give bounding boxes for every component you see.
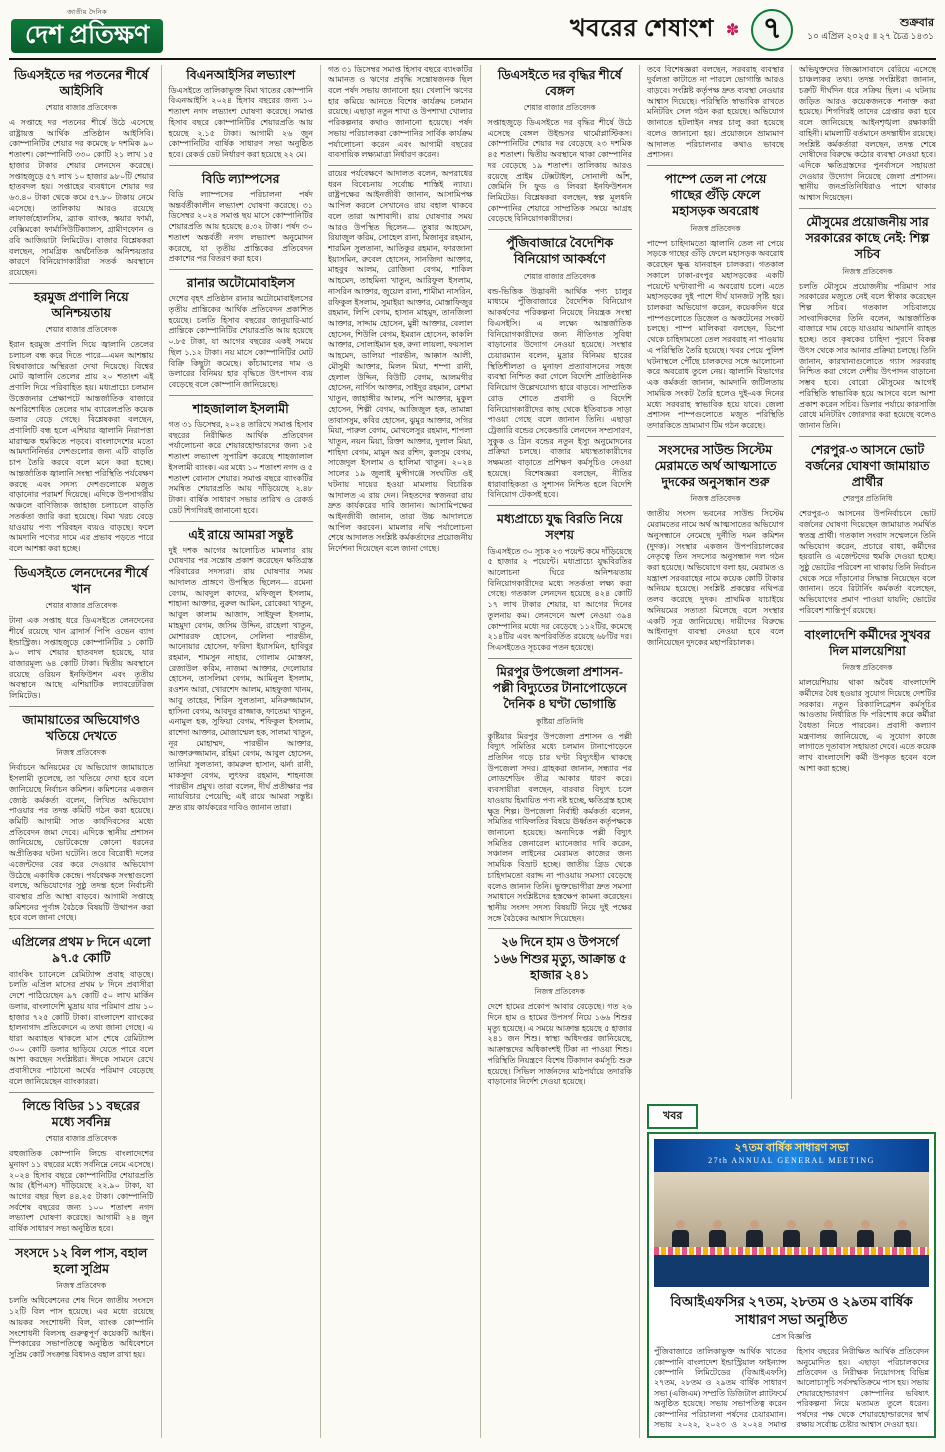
- article-byline: কুষ্টিয়া প্রতিনিধি: [536, 716, 584, 726]
- article-headline: মৌসুমের প্রয়োজনীয় সার সরকারের কাছে নেই: শিল্প সচিব: [805, 214, 930, 262]
- weekday-label: শুক্রবার: [899, 17, 934, 30]
- article-body: দেশের বৃহৎ প্রতিষ্ঠান রানার অটোমোবাইলসের তৃতীয় প্রান্তিকের আর্থিক প্রতিবেদন প্রকাশিত হয়েছে। চলতি হিসাব বছরের জানুয়ারি-মার্চ প্রান্তিকে কোম্পানিটির শেয়ারপ্রতি আয় হয়েছে ০.৮৫ টাকা, যা আগের বছরের একই সময়ে ছিল ১.১২ টাকা। নয় মাসে কোম্পানিটির মোট বিক্রি কিছুটা কমেছে। কাঁচামালের দাম ও ডলারের বিনিময় হার বৃদ্ধিতে উৎপাদন ব্যয় বেড়েছে বলে কোম্পানি জানিয়েছে।: [168, 294, 313, 390]
- article: [9, 928, 154, 1087]
- article-byline: শেয়ার বাজার প্রতিবেদক: [45, 325, 118, 335]
- article-body: তবে বিশেষজ্ঞরা বলছেন, সরবরাহ ব্যবস্থার দুর্বলতা কাটাতে না পারলে ভোগান্তি আরও বাড়বে। সংশ্লিষ্ট কর্তৃপক্ষ দ্রুত ব্যবস্থা নেওয়ার আশ্বাস দিয়েছে। পরিস্থিতি স্বাভাবিক রাখতে মনিটরিং সেল গঠন করা হয়েছে। অভিযোগ জানাতে হটলাইন নম্বর চালু করা হয়েছে বলেও জানানো হয়। প্রয়োজনে ভ্রাম্যমাণ আদালত পরিচালনার কথাও ভাবছে প্রশাসন।: [647, 64, 784, 160]
- article-headline: রানার অটোমোবাইলস: [186, 276, 295, 291]
- article-headline: বিএনআইসির লভ্যাংশ: [186, 67, 296, 82]
- article: [169, 395, 314, 517]
- article-body: শেরপুর-৩ আসনের উপনির্বাচনে ভোট বর্জনের ঘোষণা দিয়েছেন জামায়াত সমর্থিত স্বতন্ত্র প্রার্থী। গতকাল সংবাদ সম্মেলনে তিনি অভিযোগ করেন, প্রচারে বাধা, কর্মীদের হয়রানি ও এজেন্টদের হুমকি দেওয়া হচ্ছে। সুষ্ঠু ভোটের পরিবেশ না থাকায় তিনি নির্বাচন থেকে সরে দাঁড়ানোর সিদ্ধান্ত নিয়েছেন বলে জানান। তবে রিটার্নিং কর্মকর্তা বলেছেন, অভিযোগের প্রমাণ পাওয়া যায়নি; ভোটের পরিবেশ শান্তিপূর্ণ রয়েছে।: [799, 509, 936, 615]
- article-body: ব্যাংকিং চ্যানেলে রেমিট্যান্স প্রবাহ বাড়ছে। চলতি এপ্রিল মাসের প্রথম ৮ দিনে প্রবাসীরা দেশে পাঠিয়েছেন ৯৭ কোটি ৫০ লাখ মার্কিন ডলার, বাংলাদেশি মুদ্রায় যার পরিমাণ প্রায় ১০ হাজার ৭২৫ কোটি টাকা। বাংলাদেশ ব্যাংকের হালনাগাদ প্রতিবেদনে এ তথ্য জানা গেছে। এ ধারা অব্যাহত থাকলে মাস শেষে রেমিট্যান্স ৩০০ কোটি ডলার ছাড়িয়ে যেতে পারে বলে আশা করছেন সংশ্লিষ্টরা। ঈদকে সামনে রেখে প্রবাসীদের পাঠানো অর্থের পরিমাণ বেড়েছে বলে জানিয়েছেন ব্যাংকাররা।: [9, 969, 154, 1086]
- article-body: চলতি অধিবেশনের শেষ দিনে জাতীয় সংসদে ১২টি বিল পাস হয়েছে। এর মধ্যে রয়েছে আয়কর সংশোধনী বিল, ব্যাংক কোম্পানি সংশোধনী বিলসহ গুরুত্বপূর্ণ কয়েকটি আইন। স্পিকারের সভাপতিত্বে অনুষ্ঠিত অধিবেশনে সুপ্রিম কোর্ট সংক্রান্ত বিধানও বহাল রাখা হয়।: [9, 1296, 154, 1359]
- agm-photo-banner: [654, 1139, 929, 1172]
- section-title: খবরের শেষাংশ: [570, 15, 714, 42]
- article-body: মালয়েশিয়ায় থাকা অবৈধ বাংলাদেশি কর্মীদের বৈধ হওয়ার সুযোগ দিয়েছে দেশটির সরকার। নতুন রিক্যালিব্রেশন কর্মসূচির আওতায় নির্ধারিত ফি পরিশোধ করে কর্মীরা বৈধতা নিতে পারবেন। প্রবাসী কল্যাণ মন্ত্রণালয় জানিয়েছে, এ সুযোগ কাজে লাগাতে দূতাবাস সহায়তা দেবে। এতে কয়েক লাখ বাংলাদেশি কর্মী উপকৃত হবেন বলে আশা করা হচ্ছে।: [799, 678, 936, 773]
- article: [9, 706, 154, 924]
- column-6: [791, 65, 936, 1099]
- article-headline: জামায়াতের অভিযোগও খতিয়ে দেখতে: [22, 712, 141, 744]
- agm-news-box: [647, 1132, 936, 1438]
- article-body: সপ্তাহজুড়ে ডিএসইতে দর বৃদ্ধির শীর্ষে উঠে এসেছে বেঙ্গল উইন্ডসর থার্মোপ্লাস্টিকস। কোম্পানিটির শেয়ার দর বেড়েছে ২৩ দশমিক ৪৫ শতাংশ। দ্বিতীয় অবস্থানে থাকা কোম্পানির দর বেড়েছে ১৯ শতাংশ। তালিকায় আরও রয়েছে প্রাইম টেক্সটাইল, সোনালী আঁশ, জেমিনি সি ফুড ও লিবরা ইনফিউশনস লিমিটেড। বিশ্লেষকরা বলছেন, স্বল্প মূলধনি কোম্পানির শেয়ারে সাম্প্রতিক সময়ে আগ্রহ বেড়েছে বিনিয়োগকারীদের।: [487, 118, 632, 224]
- person-figure: [783, 1220, 800, 1247]
- article-body: বন্ড-ভিত্তিক উদ্ভাবনী আর্থিক পণ্য চালুর মাধ্যমে পুঁজিবাজারে বৈদেশিক বিনিয়োগ আকর্ষণের পরিকল্পনা নিয়েছে নিয়ন্ত্রক সংস্থা বিএসইসি। এ লক্ষ্যে আন্তর্জাতিক বিনিয়োগকারীদের জন্য নীতিগত সুবিধা বাড়ানোর উদ্যোগ নেওয়া হয়েছে। সংস্থার চেয়ারম্যান বলেন, মুদ্রার বিনিময় হারের স্থিতিশীলতা ও মুনাফা প্রত্যাবাসনের সহজ ব্যবস্থা নিশ্চিত করা গেলে বিদেশি প্রাতিষ্ঠানিক বিনিয়োগ উল্লেখযোগ্য হারে বাড়বে। সাম্প্রতিক রোড শোতে প্রবাসী ও বিদেশি বিনিয়োগকারীদের কাছ থেকে ইতিবাচক সাড়া পাওয়া গেছে বলে জানান তিনি। এছাড়া ট্রেজারি বন্ডের সেকেন্ডারি লেনদেন সম্প্রসারণ, সুকুক ও গ্রিন বন্ডের নতুন ইস্যু অনুমোদনের প্রক্রিয়া চলছে। বাজার মধ্যস্থতাকারীদের সক্ষমতা বাড়াতে প্রশিক্ষণ কর্মসূচিও নেওয়া হয়েছে। বিশেষজ্ঞরা বলছেন, নীতির ধারাবাহিকতা ও সুশাসন নিশ্চিত হলে বিদেশি বিনিয়োগ টেকসই হবে।: [487, 286, 632, 500]
- article-headline: হরমুজ প্রণালি নিয়ে অনিশ্চয়তায়: [33, 289, 129, 321]
- article-headline: বাংলাদেশি কর্মীদের সুখবর দিল মালয়েশিয়া: [804, 627, 931, 658]
- article-byline: শেয়ার বাজার প্রতিবেদক: [45, 601, 118, 611]
- article-body: রায়ের পর্যবেক্ষণে আদালত বলেন, অপরাধের ধরন বিবেচনায় সর্বোচ্চ শাস্তিই ন্যায্য। রাষ্ট্রপক্ষের আইনজীবী জানান, আসামিপক্ষ আপিল করলে সেখানেও রায় বহাল থাকবে বলে তারা আশাবাদী। রায় ঘোষণার সময় আরও উপস্থিত ছিলেন— তুষার আহমেদ, রিয়াজুল করিম, সোহেল রানা, মিজানুর রহমান, শারমিন সুলতানা, আতিকুর রহমান, ফারজানা ইয়াসমিন, রুবেল হোসেন, সানজিদা আক্তার, মাহবুব আলম, রোজিনা বেগম, শাকিল আহমেদ, তাহমিনা খাতুন, আরিফুল ইসলাম, নাসরিন আক্তার, জুয়েল রানা, শামীমা নাসরিন, রফিকুল ইসলাম, সুমাইয়া আক্তার, মোস্তাফিজুর রহমান, লিপি বেগম, হাসান মাহমুদ, তানজিলা আক্তার, সাদ্দাম হোসেন, মুন্নী আক্তার, বেলাল হোসেন, শিউলি বেগম, ইমরান হোসেন, কাকলি আক্তার, সোলাইমান হক, রুনা লায়লা, ফয়সাল আহমেদ, ডালিয়া পারভীন, আক্কাস আলী, মৌসুমী আক্তার, মিলন মিয়া, শম্পা রানী, হেলাল উদ্দিন, বিউটি বেগম, আলমগীর হোসেন, নার্গিস আক্তার, সাইদুর রহমান, রেশমা খাতুন, জাহাঙ্গীর আলম, পপি আক্তার, মুকুল হোসেন, শিল্পী বেগম, আজিজুল হক, তামান্না তাবাসসুম, কবির হোসেন, ঝুমুর আক্তার, সগির মিয়া, পারুল বেগম, মোখলেসুর রহমান, শাপলা খাতুন, নয়ন মিয়া, রিক্তা আক্তার, দুলাল মিয়া, শাহিদা বেগম, মামুন অর রশিদ, কুলসুম বেগম, সাজেদুল ইসলাম ও হালিমা খাতুন। ২০২৪ সালের ১৯ জুলাই মুন্সীগঞ্জে সংঘটিত ওই ঘটনায় দায়ের হওয়া মামলায় বিচারিক আদালত এ রায় দেন। নিহতদের স্বজনরা রায় দ্রুত কার্যকরের দাবি জানান। আসামিপক্ষের আইনজীবী জানান, তারা উচ্চ আদালতে আপিল করবেন। মামলার নথি পর্যালোচনা শেষে আদালত সংশ্লিষ্ট কর্মকর্তাদের প্রয়োজনীয় নির্দেশনা দিয়েছেন বলে জানা গেছে।: [328, 168, 473, 554]
- article-headline: এপ্রিলের প্রথম ৮ দিনে এলো ৯৭.৫ কোটি: [11, 935, 151, 966]
- article-headline: মিরপুর উপজেলা প্রশাসন-পল্লী বিদ্যুতের টানাপোড়েনে দৈনিক ৪ ঘণ্টা ভোগান্তি: [492, 664, 627, 712]
- article: [488, 928, 633, 1088]
- article: [169, 165, 314, 265]
- article: [799, 208, 936, 432]
- agm-headline: বিআইএফসির ২৭তম, ২৮তম ও ২৯তম বার্ষিক সাধারণ সভা অনুষ্ঠিত: [670, 1293, 913, 1327]
- columns-area: [9, 60, 936, 1438]
- article-headline: লিন্ডে বিডির ১১ বছরের মধ্যে সর্বনিম্ন: [22, 1098, 140, 1129]
- article: [647, 65, 784, 161]
- agm-byline: প্রেস বিজ্ঞপ্তি: [771, 1332, 812, 1342]
- article-body: পাম্পে চাহিদামতো জ্বালানি তেল না পেয়ে সড়কে গাছের গুঁড়ি ফেলে মহাসড়ক অবরোধ করেছেন ক্ষুব্ধ যানবাহন চালকরা। গতকাল সকালে ঢাকা-রংপুর মহাসড়কের একটি পয়েন্টে ঘণ্টাব্যাপী এ অবরোধ চলে। এতে মহাসড়কের দুই পাশে দীর্ঘ যানজট সৃষ্টি হয়। চালকরা অভিযোগ করেন, কয়েকদিন ধরে পাম্পগুলোতে ডিজেল ও অকটেনের সংকট চলছে। পাম্প মালিকরা বলছেন, ডিপো থেকে চাহিদামতো তেল সরবরাহ না পাওয়ায় এ পরিস্থিতি তৈরি হয়েছে। খবর পেয়ে পুলিশ ঘটনাস্থলে পৌঁছে চালকদের সঙ্গে আলোচনা করে অবরোধ তুলে নেয়। জ্বালানি বিভাগের এক কর্মকর্তা জানান, আমদানি জটিলতায় সাময়িক সংকট তৈরি হলেও দুই-এক দিনের মধ্যে সরবরাহ স্বাভাবিক হয়ে যাবে। জেলা প্রশাসন পাম্পগুলোতে মজুত পরিস্থিতি তদারকিতে ভ্রাম্যমাণ টিম গঠন করেছে।: [647, 238, 784, 430]
- article: [9, 1092, 154, 1235]
- article-body: চলতি মৌসুমে প্রয়োজনীয় পরিমাণ সার সরকারের মজুতে নেই বলে স্বীকার করেছেন শিল্প সচিব। গতকাল সচিবালয়ে সাংবাদিকদের তিনি বলেন, আন্তর্জাতিক বাজারে দাম বেড়ে যাওয়ায় আমদানি ব্যাহত হচ্ছে। তবে কৃষকের চাহিদা পূরণে বিকল্প উৎস থেকে সার আনার প্রক্রিয়া চলছে। তিনি জানান, কারখানাগুলোতে গ্যাস সরবরাহ নিশ্চিত করা গেলে দেশীয় উৎপাদন বাড়ানো সম্ভব হবে। বোরো মৌসুমের আগেই পরিস্থিতি স্বাভাবিক হয়ে আসবে বলে আশা প্রকাশ করেন সচিব। ডিলার পর্যায়ে কারসাজি রোধে মনিটরিং জোরদার করা হয়েছে বলেও জানান তিনি।: [799, 281, 936, 430]
- article: [9, 559, 154, 702]
- article-byline: শেয়ার বাজার প্রতিবেদক: [45, 103, 118, 112]
- article-headline: বিডি ল্যাম্পসের: [201, 171, 280, 186]
- article: [488, 658, 633, 925]
- article-body: কুষ্টিয়ার মিরপুর উপজেলা প্রশাসন ও পল্লী বিদ্যুৎ সমিতির মধ্যে চলমান টানাপোড়েনে প্রতিদিন গড়ে চার ঘণ্টা বিদ্যুৎহীন থাকছে উপজেলা সদর। গ্রাহকরা জানান, সন্ধ্যার পর লোডশেডিং তীব্র আকার ধারণ করে। ব্যবসায়ীরা বলছেন, বারবার বিদ্যুৎ চলে যাওয়ায় হিমায়িত পণ্য নষ্ট হচ্ছে, ক্ষতিগ্রস্ত হচ্ছে ক্ষুদ্র শিল্প। উপজেলা নির্বাহী কর্মকর্তা বলেন, সমিতির গাফিলতির বিষয়ে ঊর্ধ্বতন কর্তৃপক্ষকে জানানো হয়েছে। অন্যদিকে পল্লী বিদ্যুৎ সমিতির জেনারেল ম্যানেজার দাবি করেন, সঞ্চালন লাইনের মেরামত কাজের জন্য সাময়িক বিভ্রাট হচ্ছে। জাতীয় গ্রিড থেকে চাহিদামতো বরাদ্দ না পাওয়ায় সমস্যা বেড়েছে বলেও জানান তিনি। ভুক্তভোগীরা দ্রুত সমস্যা সমাধানে সংশ্লিষ্টদের হস্তক্ষেপ কামনা করেছেন। স্থানীয় সংসদ সদস্য বিষয়টি নিয়ে দুই পক্ষের সঙ্গে বৈঠকের আশ্বাস দিয়েছেন।: [487, 731, 632, 923]
- person-figure: [857, 1220, 874, 1247]
- article-headline: ২৬ দিনে হাম ও উপসর্গে ১৬৬ শিশুর মৃত্যু, আক্রান্ত ৫ হাজার ২৪১: [492, 935, 627, 982]
- page-header: [9, 5, 936, 60]
- article-body: ইরান হরমুজ প্রণালি দিয়ে জ্বালানি তেলের চলাচল বন্ধ করে দিতে পারে—এমন আশঙ্কায় বিশ্ববাজারে অস্থিরতা দেখা দিয়েছে। বিশ্বের মোট জ্বালানি তেলের প্রায় ২০ শতাংশ এই প্রণালি দিয়ে পরিবাহিত হয়। মধ্যপ্রাচ্যে চলমান উত্তেজনার প্রেক্ষাপটে আন্তর্জাতিক বাজারে অপরিশোধিত তেলের দাম ব্যারেলপ্রতি কয়েক ডলার বেড়ে গেছে। বিশ্লেষকরা বলছেন, প্রণালিটি বন্ধ হলে এশিয়ার জ্বালানি নিরাপত্তা মারাত্মক হুমকিতে পড়বে। বাংলাদেশের মতো আমদানিনির্ভর দেশগুলোর জন্য এটি বাড়তি চাপ তৈরি করবে বলে মনে করা হচ্ছে। আন্তর্জাতিক জ্বালানি সংস্থা পরিস্থিতি পর্যবেক্ষণ করছে এবং সদস্য দেশগুলোকে মজুত বাড়ানোর পরামর্শ দিয়েছে। এদিকে উপসাগরীয় অঞ্চলে বাণিজ্যিক জাহাজ চলাচলে বাড়তি সতর্কতা জারি করা হয়েছে। বিমা খরচ বেড়ে যাওয়ায় পণ্য পরিবহন ব্যয়ও বাড়ছে। ফলে আমদানি পণ্যের দামে এর প্রভাব পড়তে পারে বলে আশঙ্কা করা হচ্ছে।: [9, 340, 154, 553]
- article: [647, 436, 784, 649]
- article-headline: ডিএসইতে দর পতনের শীর্ষে আইসিবি: [14, 67, 149, 98]
- flower-garland: [654, 1247, 929, 1255]
- masthead: [11, 7, 163, 53]
- article-byline: নিজস্ব প্রতিবেদক: [690, 223, 741, 233]
- article-byline: শেয়ার বাজার প্রতিবেদক: [45, 1134, 118, 1144]
- article: [9, 67, 154, 279]
- news-box-label: খবর: [647, 1104, 698, 1129]
- article-body: টানা এক সপ্তাহ ধরে ডিএসইতে লেনদেনের শীর্ষে রয়েছে খান ব্রাদার্স পিপি ওভেন ব্যাগ ইন্ডাস্ট্রিজ। সপ্তাহজুড়ে কোম্পানিটির ১ কোটি ৯০ লাখ শেয়ার হাতবদল হয়েছে, যার বাজারমূল্য ৬৪ কোটি টাকা। দ্বিতীয় অবস্থানে রয়েছে ওরিয়ন ইনফিউশন এবং তৃতীয় অবস্থানে আছে এশিয়াটিক ল্যাবরেটরিজ লিমিটেড।: [9, 616, 154, 701]
- article-body: জাতীয় সংসদ ভবনের সাউন্ড সিস্টেম মেরামতের নামে অর্থ আত্মসাতের অভিযোগ অনুসন্ধানে নেমেছে দুর্নীতি দমন কমিশন (দুদক)। সংস্থার একজন উপপরিচালকের নেতৃত্বে তিন সদস্যের অনুসন্ধান দল গঠন করা হয়েছে। অভিযোগে বলা হয়, মেরামত ও যন্ত্রাংশ সরবরাহের নামে কয়েক কোটি টাকার অনিয়ম হয়েছে। সংশ্লিষ্ট প্রকল্পের নথিপত্র তলব করেছে দুদক। প্রাথমিক যাচাইয়ে অনিয়মের সত্যতা মিলেছে বলে সংস্থার একটি সূত্র জানিয়েছে। দায়ীদের বিরুদ্ধে আইনানুগ ব্যবস্থা নেওয়া হবে বলে জানিয়েছেন দুদকের মহাপরিচালক।: [647, 509, 784, 648]
- date-block: [807, 17, 934, 42]
- article: [647, 165, 784, 432]
- dais-people: [662, 1220, 921, 1247]
- agm-news-region: [647, 1099, 936, 1438]
- article-byline: নিজস্ব প্রতিবেদক: [534, 987, 585, 997]
- article-body: ডিএসইতে তালিকাভুক্ত বিমা খাতের কোম্পানি বিএনআইসি ২০২৪ হিসাব বছরের জন্য ১০ শতাংশ নগদ লভ্যাংশ ঘোষণা করেছে। সমাপ্ত হিসাব বছরে কোম্পানিটির শেয়ারপ্রতি আয় হয়েছে ২.১৫ টাকা। আগামী ২৬ জুন কোম্পানিটির বার্ষিক সাধারণ সভা অনুষ্ঠিত হবে। রেকর্ড ডেট নির্ধারণ করা হয়েছে ২২ মে।: [168, 85, 313, 160]
- article-headline: সংসদে ১২ বিল পাস, বহাল হলো সুপ্রিম: [15, 1245, 148, 1277]
- article-byline: শেরপুর প্রতিনিধি: [842, 494, 893, 504]
- person-figure: [709, 1220, 726, 1247]
- article: [9, 283, 154, 555]
- article-headline: শেরপুর-৩ আসনে ভোট বর্জনের ঘোষণা জামায়াত প্রার্থীর: [805, 442, 930, 490]
- column-3: [320, 65, 473, 1438]
- article-body: বিডি ল্যাম্পসের পরিচালনা পর্ষদ অন্তর্বর্তীকালীন লভ্যাংশ ঘোষণা করেছে। ৩১ ডিসেম্বর ২০২৪ সমাপ্ত ছয় মাসে কোম্পানিটির শেয়ারপ্রতি আয় হয়েছে ৪.৩২ টাকা। পর্ষদ ৩০ শতাংশ অন্তর্বর্তী নগদ লভ্যাংশ অনুমোদন করেছে, যা তৃতীয় প্রান্তিকের প্রতিবেদন প্রকাশের পর বিতরণ করা হবে।: [168, 190, 313, 264]
- article-byline: শেয়ার বাজার প্রতিবেদক: [523, 103, 596, 112]
- article: [799, 436, 936, 617]
- banner-line-1: ২৭তম বার্ষিক সাধারণ সভা: [734, 1141, 849, 1154]
- article: [488, 505, 633, 654]
- article-body: গত ৩১ ডিসেম্বর, ২০২৪ তারিখে সমাপ্ত হিসাব বছরের নিরীক্ষিত আর্থিক প্রতিবেদন পর্যালোচনা করে শেয়ারহোল্ডারদের জন্য ১৫ শতাংশ লভ্যাংশ সুপারিশ করেছে শাহজালাল ইসলামী ব্যাংক। এর মধ্যে ১০ শতাংশ নগদ ও ৫ শতাংশ বোনাস শেয়ার। সমাপ্ত বছরে ব্যাংকটির সমন্বিত শেয়ারপ্রতি আয় দাঁড়িয়েছে ২.৪৮ টাকা। বার্ষিক সাধারণ সভার তারিখ ও রেকর্ড ডেট শিগগিরই জানানো হবে।: [168, 420, 313, 515]
- article: [488, 229, 633, 501]
- article-headline: ডিএসইতে দর বৃদ্ধির শীর্ষে বেঙ্গল: [497, 67, 622, 98]
- article-byline: শেয়ার বাজার প্রতিবেদক: [523, 271, 596, 281]
- flower-icon: ✽: [725, 21, 740, 39]
- article-body: দেশে হামের প্রকোপ আবার বেড়েছে। গত ২৬ দিনে হাম ও হামের উপসর্গ নিয়ে ১৬৬ শিশুর মৃত্যু হয়েছে। এ সময়ে আক্রান্ত হয়েছে ৫ হাজার ২৪১ জন শিশু। স্বাস্থ্য অধিদপ্তর জানিয়েছে, আক্রান্তদের অধিকাংশই টিকা না পাওয়া শিশু। পরিস্থিতি নিয়ন্ত্রণে বিশেষ টিকাদান কর্মসূচি শুরু হয়েছে। সিভিল সার্জনদের মাঠপর্যায়ে তদারকি বাড়ানোর নির্দেশ দেওয়া হয়েছে।: [487, 1002, 632, 1087]
- agm-body: পুঁজিবাজারে তালিকাভুক্ত আর্থিক খাতের কোম্পানি বাংলাদেশ ইন্ডাস্ট্রিয়াল ফাইন্যান্স কোম্পানি লিমিটেডের (বিআইএফসি) ২৭তম, ২৮তম ও ২৯তম বার্ষিক সাধারণ সভা (এজিএম) সম্প্রতি ডিজিটাল প্ল্যাটফর্মে অনুষ্ঠিত হয়েছে। সভায় সভাপতিত্ব করেন কোম্পানির পরিচালনা পর্ষদের চেয়ারম্যান। সভায় ২০২২, ২০২৩ ও ২০২৪ সমাপ্ত হিসাব বছরের নিরীক্ষিত আর্থিক প্রতিবেদন অনুমোদিত হয়। এছাড়া পরিচালকদের প্রতিবেদন ও নিরীক্ষক নিয়োগসহ বিভিন্ন আলোচ্যসূচি সর্বসম্মতিক্রমে পাস হয়। সভায় শেয়ারহোল্ডারগণ কোম্পানির ভবিষ্যৎ পরিকল্পনা নিয়ে মতামত তুলে ধরেন। পর্ষদের পক্ষ থেকে শেয়ারহোল্ডারদের স্বার্থ রক্ষায় সর্বোচ্চ চেষ্টার আশ্বাস দেওয়া হয়।: [654, 1347, 929, 1430]
- article-byline: নিজস্ব প্রতিবেদক: [56, 1281, 107, 1291]
- article-body: গত ৩১ ডিসেম্বর সমাপ্ত হিসাব বছরে ব্যাংকটির আমানত ও ঋণের প্রবৃদ্ধি সন্তোষজনক ছিল বলে পর্ষদ সভায় জানানো হয়। খেলাপি ঋণের হার কমিয়ে আনতে বিশেষ কার্যক্রম চলমান রয়েছে। এছাড়া নতুন শাখা ও উপশাখা খোলার পরিকল্পনার কথাও জানানো হয়েছে। পর্ষদ সভায় পরিচালকরা কোম্পানির সার্বিক কার্যক্রম পর্যালোচনা করেন এবং আগামী বছরের ব্যবসায়িক লক্ষ্যমাত্রা নির্ধারণ করেন।: [328, 64, 473, 160]
- article-byline: নিজস্ব প্রতিবেদক: [842, 266, 893, 276]
- right-columns: [647, 65, 936, 1099]
- article: [169, 67, 314, 161]
- article-headline: ডিএসইতে লেনদেনের শীর্ষে খান: [14, 565, 148, 596]
- page-number: ৭: [751, 9, 793, 51]
- banner-line-2: 27th ANNUAL GENERAL MEETING: [708, 1156, 875, 1166]
- column-1: [9, 65, 154, 1438]
- column-2: [161, 65, 314, 1438]
- article-body: দুই দশক আগের আলোচিত মামলার রায় ঘোষণার পর সন্তোষ প্রকাশ করেছেন ক্ষতিগ্রস্ত পরিবারের সদস্যরা। রায় ঘোষণার সময় আদালত প্রাঙ্গণে উপস্থিত ছিলেন— রমেনা বেগম, আবদুল কাদের, মফিজুল ইসলাম, শাহানা আক্তার, নুরুল আমিন, রোকেয়া খাতুন, আবুল কালাম আজাদ, সাইফুল ইসলাম, মাহমুদা বেগম, জসিম উদ্দিন, রাহেলা খাতুন, মোশাররফ হোসেন, সেলিনা পারভীন, আনোয়ার হোসেন, ফরিদা ইয়াসমিন, হাবিবুর রহমান, শামসুন নাহার, গোলাম মোস্তফা, রেজাউল করিম, নাজমা আক্তার, দেলোয়ার হোসেন, তাসলিমা বেগম, আমিনুল ইসলাম, রওশন আরা, খোরশেদ আলম, মাহফুজা খানম, আবু তাহের, শিরিন সুলতানা, মনিরুজ্জামান, হাসিনা বেগম, আবদুর রাজ্জাক, ফাতেমা খাতুন, এনামুল হক, সুফিয়া বেগম, শফিকুল ইসলাম, রাশেদা আক্তার, মোজাম্মেল হক, সালমা খাতুন, নূর মোহাম্মদ, পারভীন আক্তার, আক্তারুজ্জামান, রহিমা বেগম, আবুল হোসেন, তানিয়া সুলতানা, কামরুল হাসান, ঝর্না রানী, মাকসুদা বেগম, লুৎফর রহমান, শাহনাজ পারভীন প্রমুখ। তারা বলেন, দীর্ঘ প্রতীক্ষার পর ন্যায়বিচার পেয়েছি; এই রায়ে আমরা সন্তুষ্ট। দ্রুত রায় কার্যকরের দাবিও জানান তারা।: [168, 545, 313, 812]
- dais-table: [654, 1255, 929, 1287]
- article-headline: পুঁজিবাজারে বৈদেশিক বিনিয়োগ আকর্ষণে: [506, 236, 614, 267]
- article: [488, 67, 633, 226]
- masthead-tagline: জাতীয় দৈনিক: [67, 9, 107, 16]
- article: [799, 65, 936, 204]
- article-headline: এই রায়ে আমরা সন্তুষ্ট: [188, 527, 294, 542]
- article-byline: নিজস্ব প্রতিবেদক: [842, 663, 893, 673]
- article: [328, 65, 473, 161]
- article-body: এ সপ্তাহে দর পতনের শীর্ষে উঠে এসেছে রাষ্ট্রায়ত্ত আর্থিক প্রতিষ্ঠান আইসিবি। কোম্পানিটির শেয়ার দর কমেছে ৮ দশমিক ৯০ শতাংশ। কোম্পানিটি ৩৩০ কোটি ২১ লাখ ১৫ হাজার টাকার শেয়ার লেনদেন করেছে। সপ্তাহজুড়ে ৫৭ লাখ ১০ হাজার ৯৮০টি শেয়ার হাতবদল হয়। সপ্তাহের ব্যবধানে শেয়ার দর ৬৩.৪০ টাকা থেকে কমে ৫৭.৮০ টাকায় নেমে এসেছে। তালিকায় আরও রয়েছে লাফার্জহোলসিম, ব্র্যাক ব্যাংক, স্কয়ার ফার্মা, বেক্সিমকো ফার্মাসিউটিক্যালস, গ্রামীণফোন ও রবি আজিয়াটা লিমিটেড। বাজার বিশ্লেষকরা বলছেন, সামগ্রিক অর্থনৈতিক অনিশ্চয়তার কারণে বিনিয়োগকারীরা সতর্ক অবস্থানে রয়েছেন।: [9, 118, 154, 278]
- article-body: ডিএসইতে ৩০ সূচক ২৩ পয়েন্ট কমে দাঁড়িয়েছে ৫ হাজার ২ পয়েন্টে। মধ্যপ্রাচ্যে যুদ্ধবিরতির আলোচনা ঘিরে অনিশ্চয়তায় বিনিয়োগকারীদের মধ্যে সতর্কতা লক্ষ্য করা গেছে। গতকাল লেনদেন হয়েছে ৪২৪ কোটি ১৭ লাখ টাকার শেয়ার, যা আগের দিনের তুলনায় কম। লেনদেনে অংশ নেওয়া ৩৯৪ কোম্পানির মধ্যে দর বেড়েছে ১১২টির, কমেছে ২১৪টির এবং অপরিবর্তিত রয়েছে ৬৮টির দর। সিএসইতেও সূচকের পতন হয়েছে।: [487, 546, 632, 653]
- article-headline: সংসদের সাউন্ড সিস্টেম মেরামতে অর্থ আত্মসাতে দুদকের অনুসন্ধান শুরু: [654, 442, 777, 490]
- person-figure: [746, 1220, 763, 1247]
- paper-logo: দেশ প্রতিক্ষণ: [11, 19, 163, 53]
- column-5: [647, 65, 784, 1099]
- article-body: অভিযুক্তদের জিজ্ঞাসাবাদে বেরিয়ে এসেছে চাঞ্চল্যকর তথ্য। তদন্ত সংশ্লিষ্টরা জানান, চক্রটি দীর্ঘদিন ধরে সক্রিয় ছিল। এ ঘটনায় জড়িত আরও কয়েকজনকে শনাক্ত করা হয়েছে। শিগগিরই তাদের গ্রেপ্তার করা হবে বলে জানিয়েছে আইনশৃঙ্খলা রক্ষাকারী বাহিনী। মামলাটি বর্তমানে তদন্তাধীন রয়েছে। সংশ্লিষ্ট কর্মকর্তারা বলছেন, তদন্ত শেষে দোষীদের বিরুদ্ধে কঠোর ব্যবস্থা নেওয়া হবে। এদিকে ক্ষতিগ্রস্তদের পুনর্বাসনে সহায়তা দেওয়ার উদ্যোগ নিয়েছে জেলা প্রশাসন। স্থানীয় জনপ্রতিনিধিরাও পাশে থাকার আশ্বাস দিয়েছেন।: [799, 64, 936, 203]
- article: [328, 165, 473, 555]
- article-headline: মধ্যপ্রাচ্যে যুদ্ধ বিরতি নিয়ে সংশয়: [497, 512, 623, 543]
- date-label: ১০ এপ্রিল ২০২৫ ॥ ২৭ চৈত্র ১৪৩১: [807, 31, 934, 41]
- article-body: বহুজাতিক কোম্পানি লিন্ডে বাংলাদেশের মুনাফা ১১ বছরের মধ্যে সর্বনিম্নে নেমে এসেছে। ২০২৪ হিসাব বছরে কোম্পানিটির শেয়ারপ্রতি আয় (ইপিএস) দাঁড়িয়েছে ২২.৯০ টাকা, যা আগের বছর ছিল ৪৪.২৫ টাকা। কোম্পানিটি সর্বশেষ বছরের জন্য ১০০ শতাংশ নগদ লভ্যাংশ ঘোষণা করেছে। আগামী ২৪ জুন বার্ষিক সাধারণ সভা অনুষ্ঠিত হবে।: [9, 1149, 154, 1234]
- article: [799, 621, 936, 775]
- person-figure: [894, 1220, 911, 1247]
- article-headline: পাম্পে তেল না পেয়ে গাছের গুঁড়ি ফেলে মহাসড়ক অবরোধ: [664, 171, 767, 219]
- article-byline: নিজস্ব প্রতিবেদক: [56, 748, 107, 758]
- person-figure: [672, 1220, 689, 1247]
- article: [9, 1239, 154, 1361]
- article-body: নির্বাচনে অনিয়মের যে অভিযোগ জামায়াতে ইসলামী তুলেছে, তা খতিয়ে দেখা হবে বলে জানিয়েছে নির্বাচন কমিশন। কমিশনের একজন জ্যেষ্ঠ কর্মকর্তা বলেন, লিখিত অভিযোগ পাওয়ার পর তদন্ত কমিটি গঠন করা হয়েছে। কমিটি আগামী সাত কার্যদিবসের মধ্যে প্রতিবেদন জমা দেবে। এদিকে স্থানীয় প্রশাসন জানিয়েছে, ভোটকেন্দ্রে কোনো ধরনের অপ্রীতিকর ঘটনা ঘটেনি। তবে বিরোধী দলের এজেন্টদের বের করে দেওয়ার অভিযোগ উঠেছে একাধিক কেন্দ্রে। পর্যবেক্ষক সংস্থাগুলো বলছে, অভিযোগের সুষ্ঠু তদন্ত হলে নির্বাচনী ব্যবস্থার প্রতি আস্থা বাড়বে। আগামী সপ্তাহে কমিশনের পূর্ণাঙ্গ বৈঠকে বিষয়টি উত্থাপন করা হবে বলে জানা গেছে।: [9, 763, 154, 923]
- column-4: [480, 65, 633, 1438]
- article-byline: নিজস্ব প্রতিবেদক: [690, 494, 741, 504]
- article: [169, 521, 314, 814]
- agm-photo: [654, 1139, 929, 1287]
- person-figure: [820, 1220, 837, 1247]
- article-headline: শাহজালাল ইসলামী: [192, 401, 289, 416]
- article: [169, 269, 314, 391]
- right-region: [639, 65, 936, 1438]
